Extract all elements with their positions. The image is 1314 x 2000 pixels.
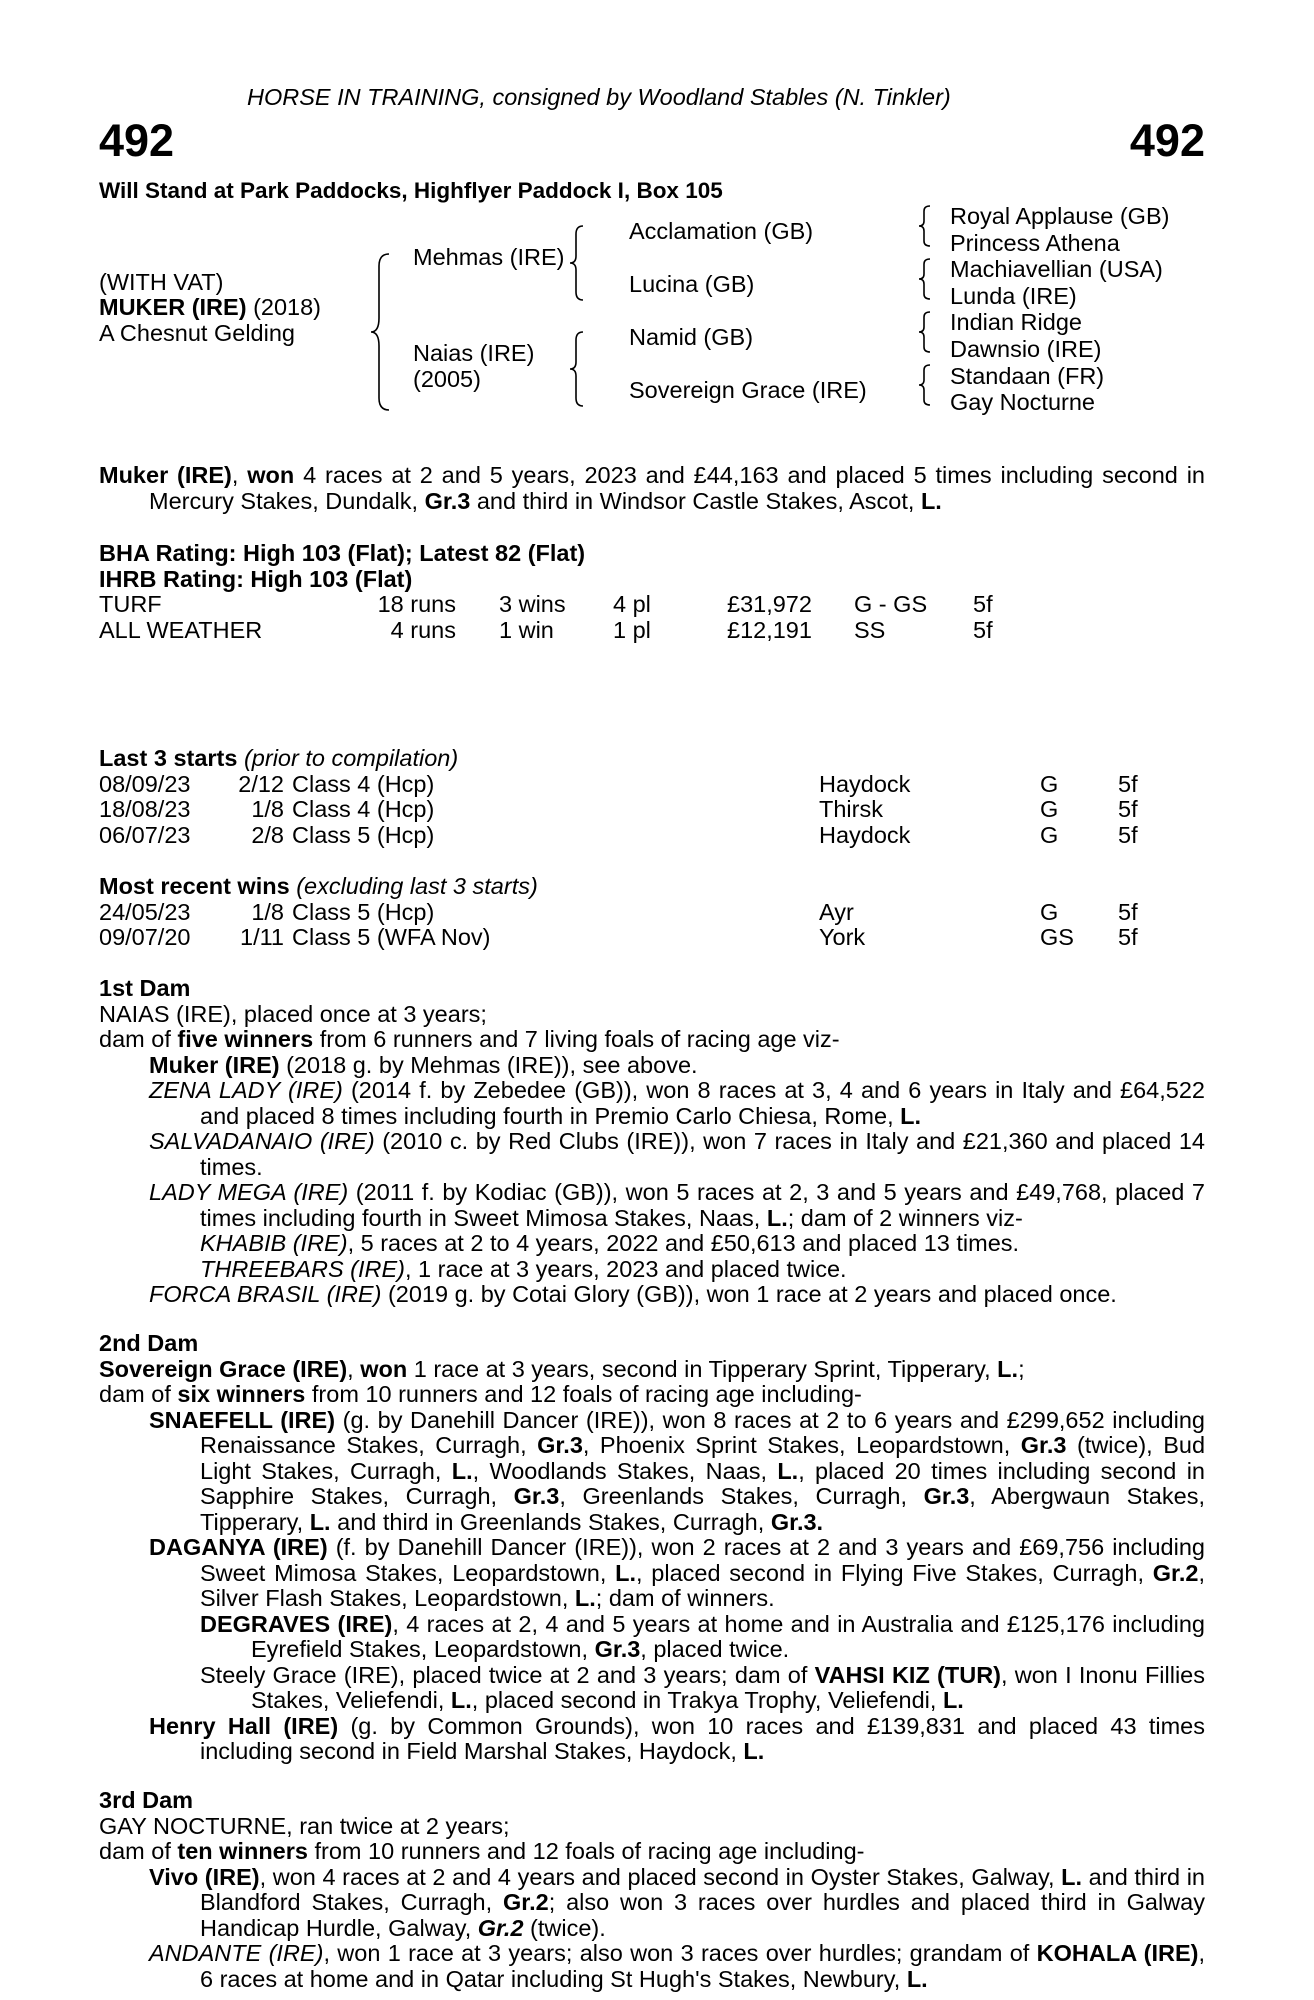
- win-going: GS: [1040, 924, 1074, 950]
- dam-year: (2005): [413, 366, 481, 392]
- produce-andante: [99, 1941, 1205, 1992]
- lot-number-left: 492: [99, 115, 175, 166]
- grade: Gr.2: [502, 1889, 549, 1915]
- text: .: [816, 1508, 824, 1535]
- start-row: [99, 823, 1205, 849]
- start-date: 18/08/23: [99, 796, 191, 822]
- grade: Gr.3: [1020, 1432, 1067, 1458]
- dam-sire: Namid (GB): [629, 324, 754, 350]
- bha-rating: BHA Rating: High 103 (Flat); Latest 82 (Flat): [99, 540, 586, 566]
- text: , Abergwaun Stakes, Tipperary,: [200, 1483, 1205, 1535]
- start-course: Haydock: [819, 821, 911, 848]
- win-position: 1/8: [251, 898, 284, 925]
- sire-dam: Lucina (GB): [629, 271, 755, 297]
- winners-count: six winners: [177, 1381, 306, 1407]
- win-date: 09/07/20: [99, 924, 191, 950]
- third-dam-produce-line: [99, 1839, 1205, 1865]
- second-dam-title: 2nd Dam: [99, 1330, 199, 1356]
- produce-name: FORCA BRASIL (IRE): [149, 1281, 382, 1307]
- start-course: Thirsk: [819, 796, 883, 822]
- produce-khabib: [99, 1231, 1205, 1257]
- text: 1 race at 3 years, second in Tipperary Sprint, Tipperary,: [407, 1355, 998, 1382]
- record-distance: 5f: [973, 616, 993, 643]
- produce-lady-mega: [99, 1180, 1205, 1231]
- start-class: Class 5 (Hcp): [292, 821, 435, 848]
- produce-snaefell: [99, 1408, 1205, 1536]
- produce-text: (2010 c. by Red Clubs (IRE)), won 7 races in Italy and £21,360 and placed 14 times.: [200, 1128, 1205, 1180]
- produce-name: DAGANYA (IRE): [149, 1534, 328, 1560]
- brace-g1-icon: [917, 204, 933, 248]
- text: and third in Blandford Stakes, Curragh,: [200, 1863, 1206, 1915]
- record-surface: ALL WEATHER: [99, 616, 263, 643]
- produce-daganya: [99, 1535, 1205, 1612]
- summary-grade: Gr.3: [424, 487, 471, 514]
- produce-text: , 5 races at 2 to 4 years, 2022 and £50,613 and placed 13 times.: [347, 1230, 1020, 1256]
- win-row: [99, 900, 1205, 926]
- brace-horse-icon: [369, 252, 393, 412]
- grandparent-5: Indian Ridge: [950, 309, 1082, 335]
- win-course: Ayr: [819, 898, 854, 925]
- record-wins: 1 win: [499, 616, 554, 643]
- listed: L.: [942, 1687, 964, 1713]
- listed: L.: [743, 1738, 765, 1764]
- third-dam-line: GAY NOCTURNE, ran twice at 2 years;: [99, 1812, 510, 1839]
- summary-won: won: [247, 462, 295, 488]
- start-position: 2/8: [251, 821, 284, 848]
- most-recent-wins: [99, 874, 1205, 951]
- start-distance: 5f: [1118, 796, 1138, 822]
- text: (g. by Common Grounds), won 10 races and £139,831 and placed 43 times including second in Field Marshal Stakes, Haydock,: [200, 1712, 1206, 1764]
- produce-vivo: [99, 1865, 1205, 1942]
- text: dam of: [99, 1381, 178, 1407]
- grade: Gr.3: [537, 1432, 583, 1458]
- last-three-starts: [99, 746, 1205, 848]
- produce-name: Henry Hall (IRE): [149, 1712, 339, 1739]
- last3-title: Last 3 starts: [99, 745, 238, 771]
- race-summary: Muker (IRE), won 4 races at 2 and 5 years, 2023 and £44,163 and placed 5 times including second in Mercury Stakes, Dundalk, Gr.3 and third in Windsor Castle Stakes, Ascot, L.: [99, 462, 1205, 514]
- first-dam-section: [99, 976, 1205, 1308]
- produce-muker: [99, 1053, 1205, 1079]
- text: , Silver Flash Stakes, Leopardstown,: [200, 1559, 1205, 1611]
- listed: L.: [997, 1355, 1019, 1382]
- sire: Mehmas (IRE): [413, 244, 565, 270]
- record-wins: 3 wins: [499, 591, 566, 617]
- text: , placed 20 times including second in Sapphire Stakes, Curragh,: [200, 1457, 1205, 1509]
- text: , 6 races at home and in Qatar including St Hugh's Stakes, Newbury,: [200, 1940, 1205, 1992]
- text: , 4 races at 2, 4 and 5 years at home and in Australia and £125,176 including Eyrefield Stakes, Leopardstown,: [251, 1610, 1205, 1662]
- win-class: Class 5 (Hcp): [292, 898, 435, 925]
- start-row: [99, 797, 1205, 823]
- record-money: £31,972: [727, 591, 812, 617]
- lot-number-right: 492: [1129, 115, 1205, 166]
- start-distance: 5f: [1118, 770, 1138, 797]
- produce-steely-grace: [99, 1663, 1205, 1714]
- grade: Gr.3: [923, 1483, 970, 1509]
- second-dam-section: [99, 1331, 1205, 1765]
- text: , placed second in Trakya Trophy, Veliefendi,: [471, 1687, 943, 1713]
- vat-note: (WITH VAT): [99, 269, 224, 295]
- record-runs: 4 runs: [390, 616, 456, 643]
- grandparent-3: Machiavellian (USA): [950, 256, 1163, 282]
- horse-title: [99, 295, 321, 321]
- win-date: 24/05/23: [99, 898, 191, 925]
- text: (twice), Bud Light Stakes, Curragh,: [200, 1432, 1206, 1484]
- text: , Greenlands Stakes, Curragh,: [559, 1483, 924, 1509]
- grandparent-1: Royal Applause (GB): [950, 203, 1170, 229]
- produce-name: KOHALA (IRE): [1036, 1940, 1199, 1966]
- text: ; dam of winners.: [595, 1585, 775, 1611]
- record-surface: TURF: [99, 591, 162, 617]
- start-distance: 5f: [1118, 821, 1138, 848]
- brace-g4-icon: [917, 363, 933, 407]
- dam: Naias (IRE): [413, 340, 535, 366]
- listed: L.: [451, 1457, 473, 1484]
- last3-note: (prior to compilation): [243, 745, 459, 771]
- listed: L.: [450, 1687, 472, 1713]
- won: won: [360, 1355, 408, 1382]
- winners-count: five winners: [177, 1026, 314, 1052]
- record-row: [99, 618, 1205, 644]
- wins-note: (excluding last 3 starts): [296, 873, 538, 899]
- brace-g3-icon: [917, 310, 933, 354]
- grade: Gr.3: [770, 1508, 817, 1535]
- listed: L.: [777, 1457, 799, 1484]
- record-row: [99, 592, 1205, 618]
- text: , Woodlands Stakes, Naas,: [472, 1457, 778, 1484]
- win-class: Class 5 (WFA Nov): [292, 924, 491, 950]
- wins-title: Most recent wins: [99, 873, 290, 899]
- win-distance: 5f: [1118, 898, 1138, 925]
- produce-zena-lady: [99, 1078, 1205, 1129]
- produce-threebars: [99, 1257, 1205, 1283]
- produce-name: VAHSI KIZ (TUR): [814, 1661, 1001, 1688]
- produce-text: , 1 race at 3 years, 2023 and placed twice.: [405, 1255, 847, 1282]
- text: (f. by Danehill Dancer (IRE)), won 2 races at 2 and 3 years and £69,756 including Sweet Mimosa Stakes, Leopardstown,: [200, 1534, 1205, 1586]
- listed: L.: [906, 1965, 928, 1992]
- wins-heading: [99, 874, 1205, 900]
- produce-name: ZENA LADY (IRE): [149, 1077, 343, 1103]
- win-distance: 5f: [1118, 924, 1138, 950]
- text: , won I Inonu Fillies Stakes, Veliefendi,: [251, 1661, 1206, 1713]
- produce-text: (2018 g. by Mehmas (IRE)), see above.: [279, 1051, 698, 1078]
- produce-degraves: [99, 1612, 1205, 1663]
- produce-name: LADY MEGA (IRE): [149, 1179, 349, 1205]
- record-places: 1 pl: [613, 616, 651, 643]
- start-going: G: [1040, 796, 1059, 822]
- produce-text: (2014 f. by Zebedee (GB)), won 8 races at 3, 4 and 6 years in Italy and £64,522 and placed 8 times including fourth in Premio Carlo Chiesa, Rome,: [200, 1077, 1205, 1129]
- consignor-line: HORSE IN TRAINING, consigned by Woodland Stables (N. Tinkler): [247, 84, 951, 110]
- start-course: Haydock: [819, 770, 911, 797]
- produce-name: THREEBARS (IRE): [200, 1255, 405, 1282]
- sire-sire: Acclamation (GB): [629, 218, 814, 244]
- summary-text-1: 4 races at 2 and 5 years, 2023 and £44,163 and placed 5 times including second in Mercury Stakes, Dundalk,: [149, 462, 1205, 514]
- second-dam-produce-line: [99, 1382, 1205, 1408]
- win-row: [99, 925, 1205, 951]
- text: from 10 runners and 12 foals of racing age including-: [307, 1838, 865, 1864]
- produce-henry-hall: [99, 1714, 1205, 1765]
- record-going: SS: [854, 616, 886, 643]
- grandparent-4: Lunda (IRE): [950, 283, 1077, 309]
- summary-name: Muker (IRE): [99, 462, 232, 488]
- produce-name: SNAEFELL (IRE): [149, 1406, 336, 1433]
- record-going: G - GS: [854, 591, 928, 617]
- horse-description: A Chesnut Gelding: [99, 320, 295, 346]
- brace-sire-icon: [568, 224, 586, 302]
- start-going: G: [1040, 770, 1059, 797]
- listed: L.: [574, 1585, 596, 1611]
- dam-dam: Sovereign Grace (IRE): [629, 377, 867, 403]
- start-position: 2/12: [238, 770, 284, 797]
- listed: L.: [1061, 1863, 1082, 1890]
- start-class: Class 4 (Hcp): [292, 770, 435, 797]
- listed: L.: [615, 1559, 636, 1586]
- win-position: 1/11: [240, 924, 284, 950]
- stand-location: Will Stand at Park Paddocks, Highflyer Paddock I, Box 105: [99, 178, 723, 203]
- first-dam-line: NAIAS (IRE), placed once at 3 years;: [99, 1000, 487, 1027]
- produce-name: Muker (IRE): [149, 1051, 280, 1078]
- grade: Gr.3: [513, 1483, 560, 1509]
- produce-text: (2019 g. by Cotai Glory (GB)), won 1 race at 2 years and placed once.: [381, 1281, 1117, 1307]
- produce-text: (2011 f. by Kodiac (GB)), won 5 races at 2, 3 and 5 years and £49,768, placed 7 times including fourth in Sweet Mimosa Stakes, Naas,: [200, 1179, 1206, 1231]
- third-dam-section: [99, 1788, 1205, 1992]
- second-dam-line: Sovereign Grace (IRE), won 1 race at 3 years, second in Tipperary Sprint, Tipperary, L.;: [99, 1355, 1025, 1382]
- brace-g2-icon: [917, 257, 933, 301]
- listed: L.: [900, 1102, 922, 1129]
- text: from 6 runners and 7 living foals of racing age viz-: [313, 1026, 840, 1052]
- produce-name: Vivo (IRE): [149, 1863, 260, 1890]
- last3-heading: [99, 746, 1205, 772]
- start-date: 08/09/23: [99, 770, 191, 797]
- grade: Gr.3: [594, 1636, 641, 1662]
- horse-year: (2018): [253, 294, 321, 320]
- text: , won 4 races at 2 and 4 years and placed second in Oyster Stakes, Galway,: [259, 1863, 1062, 1890]
- start-class: Class 4 (Hcp): [292, 796, 435, 822]
- horse-name: MUKER (IRE): [99, 294, 247, 320]
- grandparent-7: Standaan (FR): [950, 363, 1105, 389]
- ihrb-rating: IHRB Rating: High 103 (Flat): [99, 565, 413, 592]
- produce-name: ANDANTE (IRE): [149, 1940, 324, 1966]
- start-row: [99, 772, 1205, 798]
- text: ;: [1018, 1355, 1025, 1382]
- produce-name: SALVADANAIO (IRE): [149, 1128, 375, 1154]
- start-position: 1/8: [251, 796, 284, 822]
- text: dam of: [99, 1838, 178, 1864]
- produce-name: KHABIB (IRE): [200, 1230, 348, 1256]
- first-dam-produce-line: [99, 1027, 1205, 1053]
- grandparent-2: Princess Athena: [950, 230, 1120, 256]
- produce-name: DEGRAVES (IRE): [200, 1610, 393, 1637]
- win-course: York: [819, 924, 866, 950]
- grandparent-6: Dawnsio (IRE): [950, 336, 1102, 362]
- start-going: G: [1040, 821, 1059, 848]
- text: (g. by Danehill Dancer (IRE)), won 8 races at 2 to 6 years and £299,652 including Renaissance Stakes, Curragh,: [200, 1406, 1205, 1458]
- summary-listed: L.: [920, 487, 942, 514]
- first-dam-title: 1st Dam: [99, 975, 191, 1001]
- summary-text-2: and third in Windsor Castle Stakes, Ascot,: [470, 487, 921, 514]
- text: , Phoenix Sprint Stakes, Leopardstown,: [582, 1432, 1021, 1458]
- dam-name: Sovereign Grace (IRE): [99, 1355, 348, 1382]
- record-distance: 5f: [973, 591, 993, 617]
- win-going: G: [1040, 898, 1059, 925]
- produce-salvadanaio: [99, 1129, 1205, 1180]
- text: , placed twice.: [640, 1636, 790, 1662]
- text: from 10 runners and 12 foals of racing age including-: [305, 1381, 862, 1407]
- listed: L.: [309, 1508, 331, 1535]
- grade: Gr.2: [477, 1914, 524, 1941]
- third-dam-title: 3rd Dam: [99, 1787, 194, 1813]
- winners-count: ten winners: [177, 1838, 308, 1864]
- ratings-block: [99, 541, 1205, 643]
- record-runs: 18 runs: [377, 591, 456, 617]
- record-money: £12,191: [727, 616, 812, 643]
- text: and third in Greenlands Stakes, Curragh,: [330, 1508, 771, 1535]
- grade: Gr.2: [1152, 1559, 1199, 1586]
- text: ; also won 3 races over hurdles and placed third in Galway Handicap Hurdle, Galway,: [200, 1889, 1205, 1941]
- record-places: 4 pl: [613, 591, 651, 617]
- produce-forca-brasil: [99, 1282, 1205, 1308]
- start-date: 06/07/23: [99, 821, 191, 848]
- text: dam of: [99, 1026, 178, 1052]
- text: (twice).: [523, 1914, 606, 1941]
- listed: L.: [766, 1204, 788, 1231]
- text: Steely Grace (IRE), placed twice at 2 and 3 years; dam of: [200, 1661, 815, 1688]
- grandparent-8: Gay Nocturne: [950, 389, 1095, 415]
- text: , won 1 race at 3 years; also won 3 races over hurdles; grandam of: [323, 1940, 1030, 1966]
- text: , placed second in Flying Five Stakes, Curragh,: [636, 1559, 1153, 1586]
- brace-dam-icon: [568, 330, 586, 408]
- produce-text: ; dam of 2 winners viz-: [787, 1204, 1023, 1231]
